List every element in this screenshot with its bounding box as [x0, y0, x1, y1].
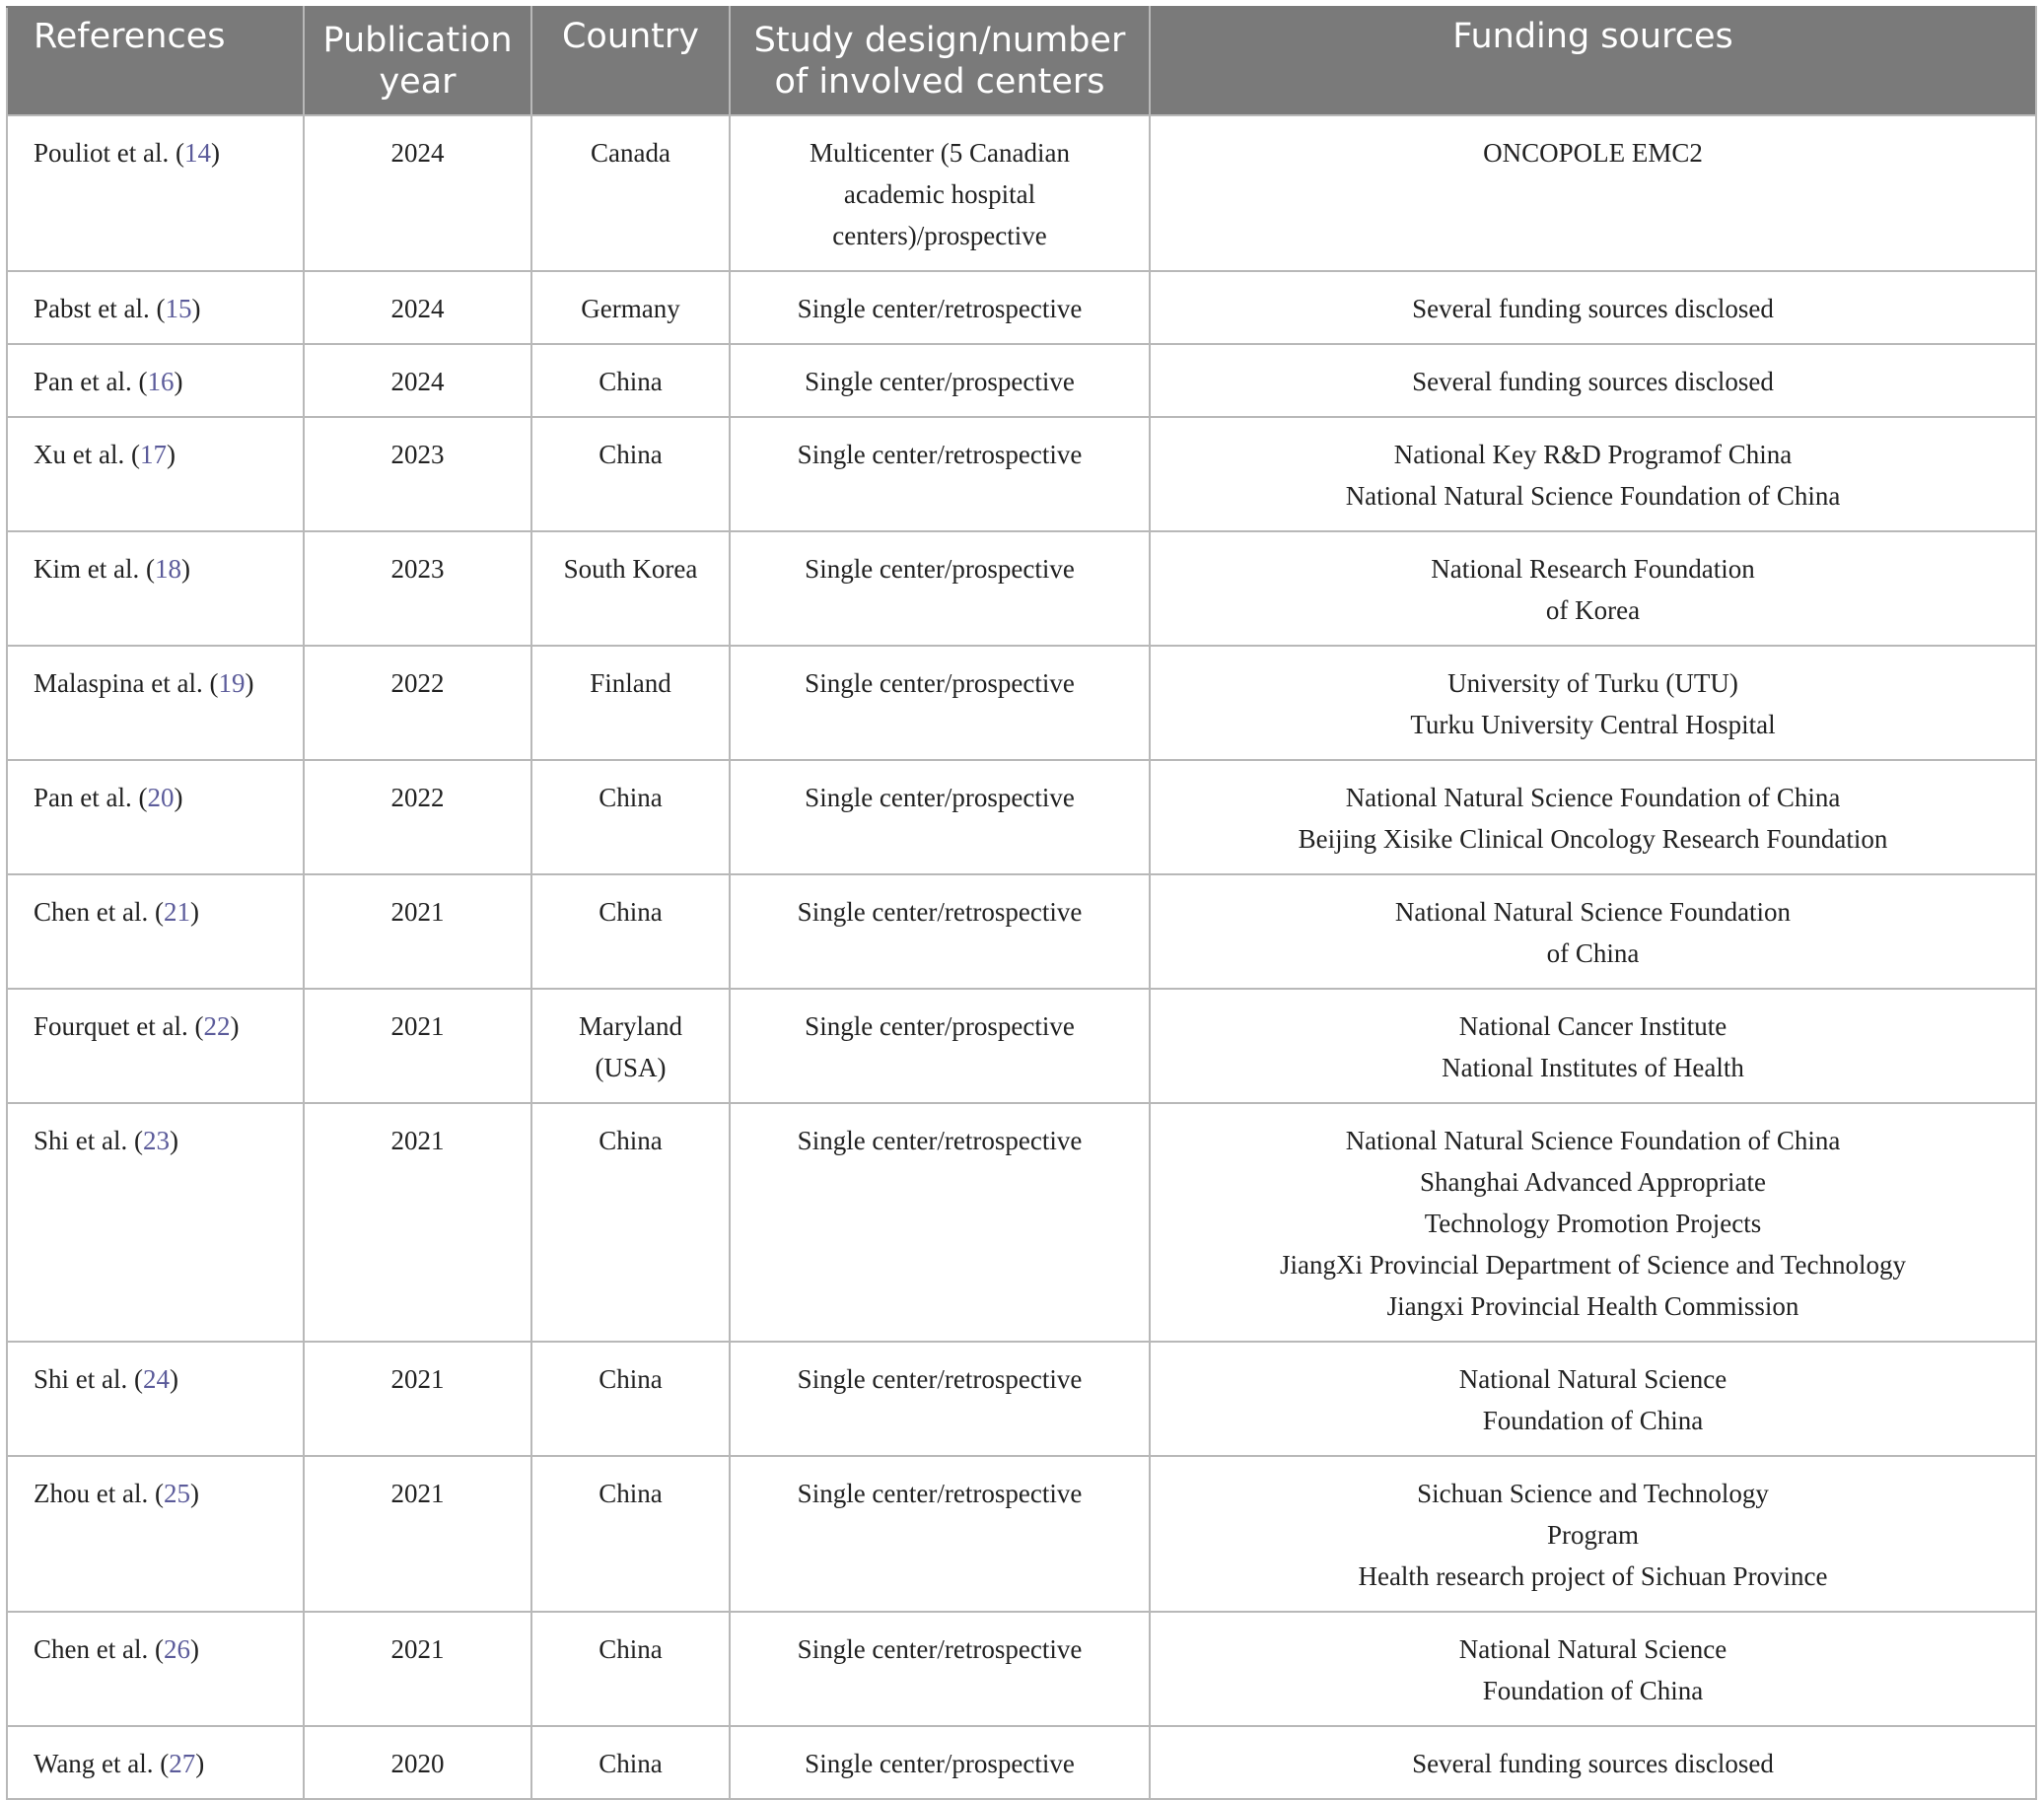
- header-country: Country: [531, 7, 730, 115]
- table-row: [7, 1726, 2036, 1799]
- funding-sources-line: Shanghai Advanced Appropriate: [1420, 1167, 1766, 1197]
- funding-sources-line: Several funding sources disclosed: [1412, 1749, 1774, 1778]
- table-row: [7, 1342, 2036, 1456]
- funding-sources-line: National Cancer Institute: [1458, 1011, 1727, 1041]
- funding-sources-line: National Key R&D Programof China: [1393, 440, 1793, 469]
- reference-link[interactable]: 22: [203, 1011, 231, 1041]
- study-design-cell: [730, 874, 1150, 989]
- funding-sources-line: Jiangxi Provincial Health Commission: [1386, 1291, 1799, 1321]
- studies-table: [6, 6, 2037, 1800]
- reference-cell: [7, 1726, 304, 1799]
- header-row: [7, 7, 2036, 115]
- publication-year-cell: 2024: [304, 115, 531, 271]
- study-design-cell: [730, 271, 1150, 344]
- study-design-cell: [730, 1103, 1150, 1342]
- study-design-line: Single center/retrospective: [797, 294, 1083, 323]
- publication-year-cell: 2022: [304, 760, 531, 874]
- study-design-line: Single center/prospective: [805, 367, 1075, 396]
- funding-sources-line: Foundation of China: [1482, 1676, 1704, 1705]
- publication-year-cell: 2024: [304, 271, 531, 344]
- reference-cell: [7, 1103, 304, 1342]
- study-design-line: Single center/prospective: [805, 783, 1075, 812]
- publication-year-cell: 2021: [304, 1103, 531, 1342]
- funding-sources-line: Several funding sources disclosed: [1412, 367, 1774, 396]
- country-cell: [531, 1726, 730, 1799]
- reference-cell: [7, 1456, 304, 1612]
- funding-sources-line: National Natural Science Foundation of China: [1345, 783, 1841, 812]
- table-row: [7, 1612, 2036, 1726]
- country-line: China: [599, 783, 663, 812]
- funding-sources-cell: [1150, 531, 2036, 646]
- funding-sources-line: Foundation of China: [1482, 1406, 1704, 1435]
- country-cell: [531, 874, 730, 989]
- funding-sources-line: Program: [1547, 1520, 1639, 1550]
- funding-sources-cell: [1150, 1103, 2036, 1342]
- table-row: [7, 271, 2036, 344]
- table-row: [7, 989, 2036, 1103]
- study-design-cell: [730, 1342, 1150, 1456]
- country-line: China: [599, 897, 663, 927]
- funding-sources-line: Health research project of Sichuan Province: [1358, 1561, 1828, 1591]
- publication-year-cell: 2023: [304, 417, 531, 531]
- reference-author: Chen et al. (: [34, 897, 164, 927]
- funding-sources-cell: [1150, 1612, 2036, 1726]
- study-design-line: Single center/prospective: [805, 1011, 1075, 1041]
- study-design-line: Single center/retrospective: [797, 440, 1083, 469]
- country-line: Germany: [581, 294, 680, 323]
- reference-author: Pan et al. (: [34, 367, 148, 396]
- reference-link[interactable]: 24: [142, 1364, 170, 1394]
- header-publication-year-line: Publication: [322, 21, 513, 60]
- reference-close-paren: ): [169, 1364, 178, 1394]
- table-body: [7, 115, 2036, 1799]
- table-row: [7, 531, 2036, 646]
- reference-author: Zhou et al. (: [34, 1479, 164, 1508]
- reference-cell: [7, 417, 304, 531]
- table-row: [7, 760, 2036, 874]
- funding-sources-line: University of Turku (UTU): [1447, 668, 1738, 698]
- publication-year-cell: 2021: [304, 1456, 531, 1612]
- reference-close-paren: ): [210, 138, 220, 168]
- reference-cell: [7, 874, 304, 989]
- funding-sources-line: Several funding sources disclosed: [1412, 294, 1774, 323]
- reference-author: Malaspina et al. (: [34, 668, 219, 698]
- reference-close-paren: ): [189, 1634, 199, 1664]
- country-cell: [531, 989, 730, 1103]
- country-line: China: [599, 1126, 663, 1155]
- country-line: China: [599, 1749, 663, 1778]
- funding-sources-cell: [1150, 989, 2036, 1103]
- country-line: China: [599, 367, 663, 396]
- funding-sources-line: National Research Foundation: [1431, 554, 1755, 584]
- funding-sources-cell: [1150, 760, 2036, 874]
- reference-close-paren: ): [174, 783, 183, 812]
- country-line: China: [599, 440, 663, 469]
- funding-sources-line: National Natural Science Foundation: [1394, 897, 1792, 927]
- country-cell: [531, 1456, 730, 1612]
- study-design-line: centers)/prospective: [832, 221, 1047, 250]
- reference-author: Xu et al. (: [34, 440, 140, 469]
- header-publication-year-line: year: [379, 62, 457, 102]
- funding-sources-line: of Korea: [1545, 595, 1641, 625]
- study-design-line: Multicenter (5 Canadian: [810, 138, 1070, 168]
- reference-close-paren: ): [245, 668, 254, 698]
- reference-author: Chen et al. (: [34, 1634, 164, 1664]
- reference-author: Pan et al. (: [34, 783, 148, 812]
- study-design-line: Single center/retrospective: [797, 1364, 1083, 1394]
- reference-link[interactable]: 15: [165, 294, 192, 323]
- country-line: China: [599, 1634, 663, 1664]
- header-funding-sources: Funding sources: [1150, 7, 2036, 115]
- funding-sources-cell: [1150, 271, 2036, 344]
- country-cell: [531, 271, 730, 344]
- publication-year-cell: 2021: [304, 1612, 531, 1726]
- funding-sources-cell: [1150, 344, 2036, 417]
- study-design-line: Single center/prospective: [805, 668, 1075, 698]
- reference-author: Shi et al. (: [34, 1364, 143, 1394]
- header-publication-year: [304, 7, 531, 115]
- study-design-cell: [730, 531, 1150, 646]
- reference-close-paren: ): [195, 1749, 205, 1778]
- table-row: [7, 1456, 2036, 1612]
- header-references: References: [7, 7, 304, 115]
- funding-sources-line: National Natural Science Foundation of China: [1345, 1126, 1841, 1155]
- reference-link[interactable]: 26: [163, 1634, 190, 1664]
- country-line: South Korea: [563, 554, 698, 584]
- funding-sources-cell: [1150, 115, 2036, 271]
- country-line: Finland: [590, 668, 671, 698]
- reference-author: Kim et al. (: [34, 554, 155, 584]
- funding-sources-cell: [1150, 1726, 2036, 1799]
- reference-author: Pabst et al. (: [34, 294, 166, 323]
- reference-link[interactable]: 19: [218, 668, 246, 698]
- header-study-design-line: Study design/number: [753, 21, 1126, 60]
- publication-year-cell: 2020: [304, 1726, 531, 1799]
- study-design-line: academic hospital: [843, 179, 1036, 209]
- reference-close-paren: ): [180, 554, 190, 584]
- study-design-line: Single center/retrospective: [797, 897, 1083, 927]
- country-cell: [531, 344, 730, 417]
- funding-sources-line: National Institutes of Health: [1442, 1053, 1744, 1082]
- publication-year-cell: 2024: [304, 344, 531, 417]
- publication-year-cell: 2022: [304, 646, 531, 760]
- funding-sources-cell: [1150, 874, 2036, 989]
- country-cell: [531, 1103, 730, 1342]
- table-row: [7, 874, 2036, 989]
- table-row: [7, 646, 2036, 760]
- reference-link[interactable]: 16: [147, 367, 175, 396]
- reference-link[interactable]: 18: [154, 554, 181, 584]
- reference-close-paren: ): [189, 1479, 199, 1508]
- funding-sources-line: ONCOPOLE EMC2: [1483, 138, 1703, 168]
- study-design-cell: [730, 344, 1150, 417]
- publication-year-cell: 2021: [304, 1342, 531, 1456]
- funding-sources-line: JiangXi Provincial Department of Science and Technology: [1280, 1250, 1906, 1280]
- study-design-line: Single center/retrospective: [797, 1634, 1083, 1664]
- funding-sources-line: of China: [1546, 938, 1640, 968]
- study-design-cell: [730, 760, 1150, 874]
- reference-author: Pouliot et al. (: [34, 138, 184, 168]
- reference-link[interactable]: 14: [183, 138, 211, 168]
- reference-close-paren: ): [169, 1126, 178, 1155]
- reference-cell: [7, 344, 304, 417]
- reference-cell: [7, 115, 304, 271]
- reference-cell: [7, 760, 304, 874]
- funding-sources-line: National Natural Science: [1458, 1364, 1727, 1394]
- funding-sources-line: National Natural Science: [1458, 1634, 1727, 1664]
- country-cell: [531, 646, 730, 760]
- study-design-cell: [730, 1456, 1150, 1612]
- funding-sources-line: National Natural Science Foundation of China: [1345, 481, 1841, 511]
- reference-cell: [7, 271, 304, 344]
- reference-cell: [7, 1342, 304, 1456]
- study-design-line: Single center/retrospective: [797, 1479, 1083, 1508]
- table-row: [7, 344, 2036, 417]
- country-cell: [531, 115, 730, 271]
- reference-link[interactable]: 17: [139, 440, 167, 469]
- reference-author: Fourquet et al. (: [34, 1011, 204, 1041]
- country-cell: [531, 760, 730, 874]
- funding-sources-cell: [1150, 417, 2036, 531]
- reference-cell: [7, 989, 304, 1103]
- reference-link[interactable]: 25: [163, 1479, 190, 1508]
- country-line: Maryland: [579, 1011, 682, 1041]
- study-design-cell: [730, 115, 1150, 271]
- country-cell: [531, 1342, 730, 1456]
- publication-year-cell: 2023: [304, 531, 531, 646]
- publication-year-cell: 2021: [304, 989, 531, 1103]
- study-design-line: Single center/prospective: [805, 1749, 1075, 1778]
- publication-year-cell: 2021: [304, 874, 531, 989]
- funding-sources-cell: [1150, 646, 2036, 760]
- funding-sources-line: Turku University Central Hospital: [1410, 710, 1776, 739]
- study-design-line: Single center/prospective: [805, 554, 1075, 584]
- table-header: [7, 7, 2036, 115]
- table-row: [7, 417, 2036, 531]
- reference-author: Shi et al. (: [34, 1126, 143, 1155]
- funding-sources-line: Beijing Xisike Clinical Oncology Research Foundation: [1298, 824, 1888, 854]
- reference-cell: [7, 1612, 304, 1726]
- reference-close-paren: ): [166, 440, 176, 469]
- reference-link[interactable]: 23: [142, 1126, 170, 1155]
- reference-cell: [7, 646, 304, 760]
- study-design-cell: [730, 989, 1150, 1103]
- table-row: [7, 115, 2036, 271]
- country-cell: [531, 531, 730, 646]
- funding-sources-cell: [1150, 1456, 2036, 1612]
- study-design-cell: [730, 646, 1150, 760]
- country-cell: [531, 417, 730, 531]
- study-design-cell: [730, 417, 1150, 531]
- country-line: China: [599, 1479, 663, 1508]
- country-line: China: [599, 1364, 663, 1394]
- country-cell: [531, 1612, 730, 1726]
- reference-link[interactable]: 21: [163, 897, 190, 927]
- reference-author: Wang et al. (: [34, 1749, 170, 1778]
- reference-link[interactable]: 20: [147, 783, 175, 812]
- country-line: (USA): [595, 1053, 667, 1082]
- funding-sources-line: Technology Promotion Projects: [1424, 1209, 1762, 1238]
- reference-close-paren: ): [230, 1011, 240, 1041]
- reference-close-paren: ): [191, 294, 201, 323]
- table-row: [7, 1103, 2036, 1342]
- funding-sources-cell: [1150, 1342, 2036, 1456]
- study-design-cell: [730, 1612, 1150, 1726]
- reference-cell: [7, 531, 304, 646]
- reference-close-paren: ): [174, 367, 183, 396]
- funding-sources-line: Sichuan Science and Technology: [1417, 1479, 1769, 1508]
- study-design-line: Single center/retrospective: [797, 1126, 1083, 1155]
- reference-link[interactable]: 27: [169, 1749, 196, 1778]
- header-study-design-line: of involved centers: [774, 62, 1105, 102]
- study-design-cell: [730, 1726, 1150, 1799]
- header-study-design: [730, 7, 1150, 115]
- country-line: Canada: [591, 138, 670, 168]
- reference-close-paren: ): [189, 897, 199, 927]
